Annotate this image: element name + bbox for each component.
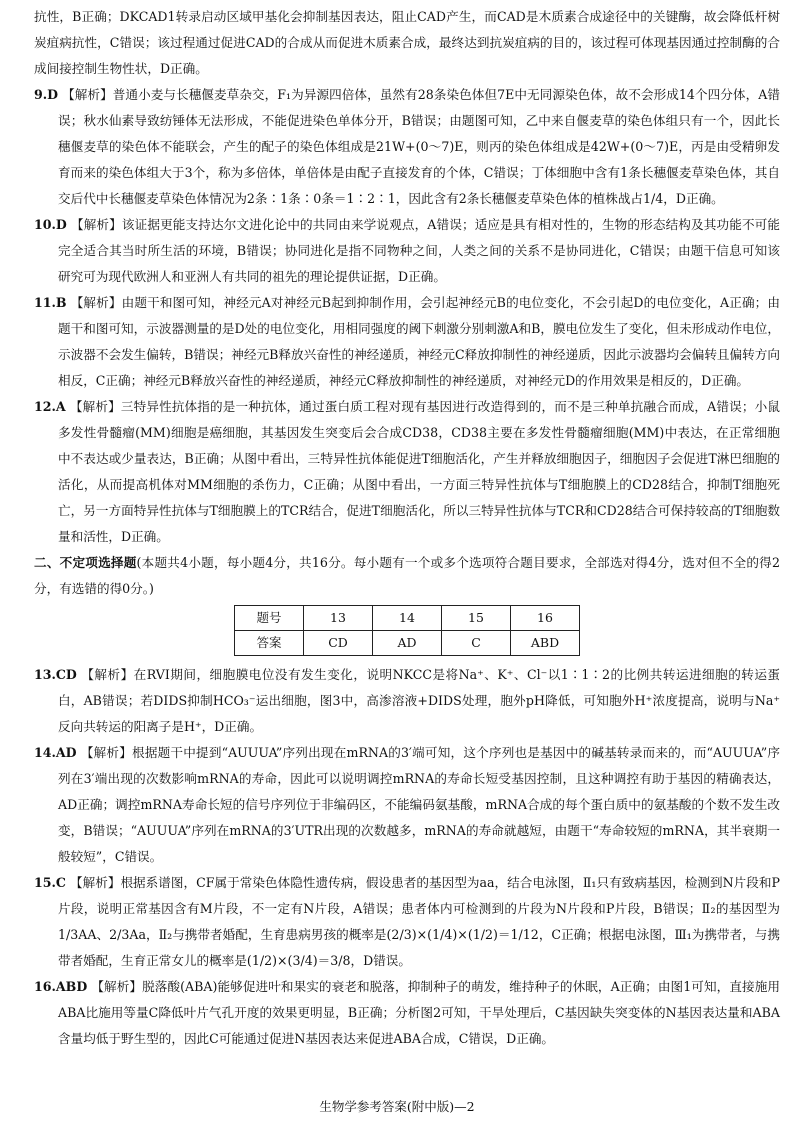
table-cell: C [442, 631, 511, 656]
table-cell: CD [304, 631, 373, 656]
item-number: 13.CD [34, 667, 77, 682]
item-number: 14.AD [34, 745, 77, 760]
item-text: 脱落酸(ABA)能够促进叶和果实的衰老和脱落，抑制种子的萌发，维持种子的休眠，A正确；由图1可知，直接施用ABA比施用等量C降低叶片气孔开度的效果更明显，B正确；分析图2可知，干旱处理后，C基因缺失突变体的N基因表达量和ABA含量均低于野生型的，因此C可能通过促进N基因表达来促进ABA合成，C错误，D正确。 [58, 979, 780, 1046]
item-text: 根据题干中提到“AUUUA”序列出现在mRNA的3′端可知，这个序列也是基因中的碱基转录而来的，而“AUUUA”序列在3′端出现的次数影响mRNA的寿命，因此可以说明调控mRNA的寿命长短受基因控制，且这种调控有助于基因的精确表达，AD正确；调控mRNA寿命长短的信号序列位于非编码区，不能编码氨基酸，mRNA合成的每个蛋白质中的氨基酸的个数不发生改变，B错误；“AUUUA”序列在mRNA的3′UTR出现的次数越多，mRNA的寿命就越短，由题干“寿命较短的mRNA，其半衰期一般较短”，C错误。 [58, 745, 780, 864]
item-text: 根据系谱图，CF属于常染色体隐性遗传病，假设患者的基因型为aa，结合电泳图，Ⅱ₁只有致病基因，检测到N片段和P片段，说明正常基因含有M片段，不一定有N片段，A错误；患者体内可检测到的片段为N片段和P片段，B错误；Ⅱ₂的基因型为1/3AA、2/3Aa，Ⅱ₂与携带者婚配，生育患病男孩的概率是(2/3)×(1/4)×(1/2)＝1/12，C正确；根据电泳图，Ⅲ₁为携带者，与携带者婚配，生育正常女儿的概率是(1/2)×(3/4)＝3/8，D错误。 [58, 875, 780, 968]
answer-item-10 [34, 212, 780, 290]
table-cell: 15 [442, 606, 511, 631]
answer-page [34, 4, 780, 1052]
analysis-tag: 【解析】 [80, 745, 133, 760]
answer-item-9 [34, 82, 780, 212]
item-number: 16.ABD [34, 979, 88, 994]
table-cell: 14 [373, 606, 442, 631]
analysis-tag: 【解析】 [70, 295, 122, 310]
section-heading [34, 550, 780, 602]
answer-item-12 [34, 394, 780, 550]
item-text: 由题干和图可知，神经元A对神经元B起到抑制作用，会引起神经元B的电位变化，不会引起D的电位变化，A正确；由题干和图可知，示波器测量的是D处的电位变化，用相同强度的阈下刺激分别刺激A和B，膜电位发生了变化，但未形成动作电位，示波器不会发生偏转，B错误；神经元B释放兴奋性的神经递质，神经元C释放抑制性的神经递质，因此示波器均会偏转且偏转方向相反，C正确；神经元B释放兴奋性的神经递质，神经元C释放抑制性的神经递质，对神经元D的作用效果是相反的，D正确。 [58, 295, 780, 388]
answer-item-13 [34, 662, 780, 740]
section-note: (本题共4小题，每小题4分，共16分。每小题有一个或多个选项符合题目要求，全部选对得4分，选对但不全的得2分，有选错的得0分。) [34, 555, 780, 596]
analysis-tag: 【解析】 [70, 217, 122, 232]
answer-item-16 [34, 974, 780, 1052]
item-text: 普通小麦与长穗偃麦草杂交，F₁为异源四倍体，虽然有28条染色体但7E中无同源染色体，故不会形成14个四分体，A错误；秋水仙素导致纺锤体无法形成，不能促进染色单体分开，B错误；由题图可知，乙中来自偃麦草的染色体组只有一个，因此长穗偃麦草的染色体不能联会，产生的配子的染色体组成是21W+(0～7)E，则丙的染色体组成是42W+(0～7)E，丙是由受精卵发育而来的染色体组大于3个，称为多倍体，单倍体是由配子直接发育的个体，C错误；丁体细胞中含有1条长穗偃麦草染色体，其自交后代中长穗偃麦草染色体情况为2条∶1条∶0条＝1∶2∶1，因此含有2条长穗偃麦草染色体的植株战占1/4，D正确。 [58, 87, 780, 206]
item-number: 11.B [34, 295, 67, 310]
answer-item-15 [34, 870, 780, 974]
analysis-tag: 【解析】 [62, 87, 113, 102]
answer-table [234, 605, 580, 656]
item-number: 10.D [34, 217, 67, 232]
analysis-tag: 【解析】 [81, 667, 134, 682]
answer-item-14 [34, 740, 780, 870]
row-label-answer: 答案 [235, 631, 304, 656]
item-number: 15.C [34, 875, 66, 890]
answer-item-11 [34, 290, 780, 394]
section-title: 二、不定项选择题 [34, 555, 137, 570]
item-number: 12.A [34, 399, 66, 414]
item-text: 该证据更能支持达尔文进化论中的共同由来学说观点，A错误；适应是具有相对性的，生物的形态结构及其功能不可能完全适合其当时所生活的环境，B错误；协同进化是指不同物种之间，人类之间的关系不是协同进化，C错误；由题干信息可知该研究可为现代欧洲人和亚洲人有共同的祖先的理论提供证据，D正确。 [58, 217, 780, 284]
analysis-tag: 【解析】 [69, 399, 121, 414]
analysis-tag: 【解析】 [91, 979, 143, 994]
table-cell: ABD [511, 631, 580, 656]
item-number: 9.D [34, 87, 59, 102]
table-cell: 13 [304, 606, 373, 631]
item-text: 在RVI期间，细胞膜电位没有发生变化，说明NKCC是将Na⁺、K⁺、Cl⁻以1∶1∶2的比例共转运进细胞的转运蛋白，AB错误；若DIDS抑制HCO₃⁻运出细胞，图3中，高渗溶液+DIDS处理，胞外pH降低，可知胞外H⁺浓度提高，说明与Na⁺反向共转运的阳离子是H⁺，D正确。 [58, 667, 781, 734]
intro-paragraph: 抗性，B正确；DKCAD1转录启动区域甲基化会抑制基因表达，阻止CAD产生，而CAD是木质素合成途径中的关键酶，故会降低杆树炭疽病抗性，C错误；该过程通过促进CAD的合成从而促进木质素合成，最终达到抗炭疽病的目的，该过程可体现基因通过控制酶的合成间接控制生物性状，D正确。 [34, 9, 780, 76]
analysis-tag: 【解析】 [69, 875, 121, 890]
table-cell: 16 [511, 606, 580, 631]
table-row [235, 606, 580, 631]
table-cell: AD [373, 631, 442, 656]
table-row [235, 631, 580, 656]
page-footer: 生物学参考答案(附中版)—2 [319, 1099, 475, 1114]
item-text: 三特异性抗体指的是一种抗体，通过蛋白质工程对现有基因进行改造得到的，而不是三种单抗融合而成，A错误；小鼠多发性骨髓瘤(MM)细胞是癌细胞，其基因发生突变后会合成CD38，CD38主要在多发性骨髓瘤细胞(MM)中表达，在正常细胞中不表达或少量表达，B正确；从图中看出，三特异性抗体能促进T细胞活化，产生并释放细胞因子，细胞因子会促进T淋巴细胞的活化，从而提高机体对MM细胞的杀伤力，C正确；从图中看出，一方面三特异性抗体与T细胞膜上的CD28结合，抑制T细胞死亡，另一方面特异性抗体与T细胞膜上的TCR结合，促进T细胞活化，所以三特异性抗体与TCR和CD28结合可保持较高的T细胞数量和活性，D正确。 [58, 399, 780, 544]
row-label-number: 题号 [235, 606, 304, 631]
